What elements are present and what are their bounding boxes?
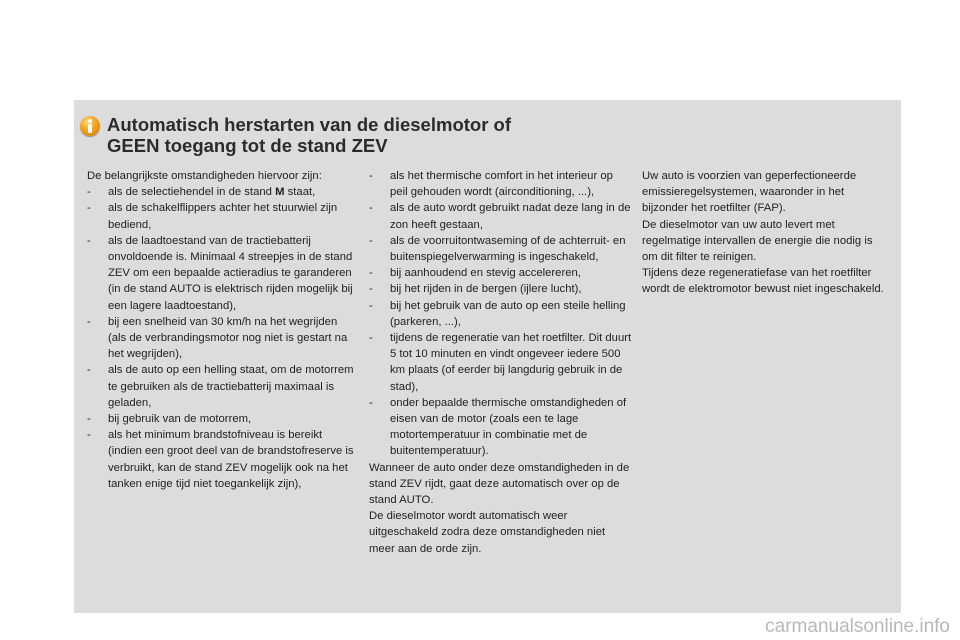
list-item: - als de auto wordt gebruikt nadat deze lang in de zon heeft gestaan, <box>369 202 631 231</box>
column-right <box>642 168 887 298</box>
list-item: - bij het gebruik van de auto op een steile helling (parkeren, ...), <box>369 299 626 328</box>
info-icon <box>80 116 100 136</box>
paragraph: Wanneer de auto onder deze omstandigheden in de stand ZEV rijdt, gaat deze automatisch over op de stand AUTO. <box>369 461 630 507</box>
paragraph: Tijdens deze regeneratiefase van het roetfilter wordt de elektromotor bewust niet ingeschakeld. <box>642 267 884 296</box>
title-line-1: Automatisch herstarten van de dieselmotor of <box>107 114 512 135</box>
list-item: - als het minimum brandstofniveau is bereikt (indien een groot deel van de brandstofreserve is verbruikt, kan de stand ZEV mogelijk ook na het tanken enige tijd niet toegankelijk zijn), <box>87 429 354 490</box>
list-item: - als de laadtoestand van de tractiebatterij onvoldoende is. Minimaal 4 streepjes in de stand ZEV om een bepaalde actieradius te garanderen (in de stand AUTO is elektrisch rijden mogelijk bij een lagere laadtoestand), <box>87 234 353 312</box>
list-item: - als het thermische comfort in het interieur op peil gehouden wordt (airconditioning, ...), <box>369 170 613 199</box>
list-item: - onder bepaalde thermische omstandigheden of eisen van de motor (zoals een te lage motortemperatuur in combinatie met de buitentemperatuur). <box>369 396 627 458</box>
list-item: - bij het rijden in de bergen (ijlere lucht), <box>369 283 582 296</box>
list-item: - als de schakelflippers achter het stuurwiel zijn bediend, <box>87 202 338 231</box>
gear-m-label: M <box>275 186 285 199</box>
paragraph: De dieselmotor van uw auto levert met regelmatige intervallen de energie die nodig is om dit filter te reinigen. <box>642 218 873 264</box>
list-item: - bij een snelheid van 30 km/h na het wegrijden (als de verbrandingsmotor nog niet is gestart na het wegrijden), <box>87 315 348 361</box>
list-item: - bij aanhoudend en stevig accelereren, <box>369 267 581 280</box>
page-title <box>107 114 627 156</box>
list-item: - als de auto op een helling staat, om de motorrem te gebruiken als de tractiebatterij maximaal is geladen, <box>87 364 354 409</box>
list-item: - tijdens de regeneratie van het roetfilter. Dit duurt 5 tot 10 minuten en vindt ongeveer iedere 500 km plaats (of eerder bij langdurig gebruik in de stad), <box>369 332 632 393</box>
column-middle <box>369 168 632 557</box>
column-left <box>87 168 355 492</box>
intro-text: De belangrijkste omstandigheden hiervoor zijn: <box>87 170 322 182</box>
list-item: - als de voorruitontwaseming of de achterruit- en buitenspiegelverwarming is ingeschakeld, <box>369 234 626 264</box>
paragraph: Uw auto is voorzien van geperfectioneerde emissieregelsystemen, waaronder in het bijzonder het roetfilter (FAP). <box>642 170 857 215</box>
title-line-2: GEEN toegang tot de stand ZEV <box>107 135 388 156</box>
watermark: carmanualsonline.info <box>765 616 950 637</box>
list-item: - bij gebruik van de motorrem, <box>87 413 252 426</box>
paragraph: De dieselmotor wordt automatisch weer uitgeschakeld zodra deze omstandigheden niet meer aan de orde zijn. <box>369 510 606 555</box>
list-item: - als de selectiehendel in de stand M staat, <box>87 186 316 199</box>
